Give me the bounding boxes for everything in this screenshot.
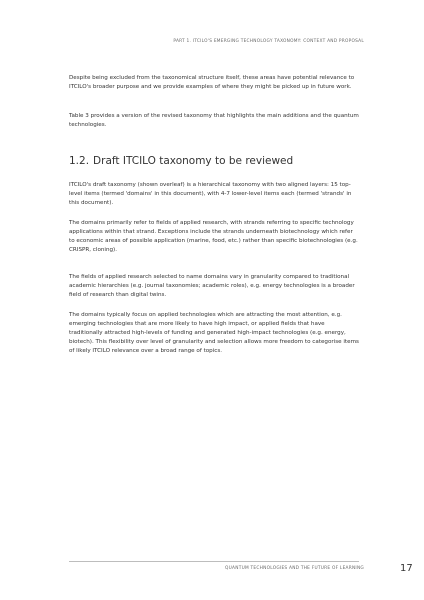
body-paragraph: ITCILO's draft taxonomy (shown overleaf) is a hierarchical taxonomy with two aligned layers: 15 top-level items (termed 'domains' in this document), with 4-7 lower-level items each (termed 'strands' in this document).: [69, 182, 352, 206]
footer-divider: [69, 561, 359, 562]
running-header: PART 1. ITCILO'S EMERGING TECHNOLOGY TAXONOMY: CONTEXT AND PROPOSAL: [173, 39, 364, 44]
footer-publication-title: QUANTUM TECHNOLOGIES AND THE FUTURE OF LEARNING: [225, 566, 364, 571]
body-paragraph: The fields of applied research selected to name domains vary in granularity compared to traditional academic hierarchies (e.g. journal taxonomies; academic roles), e.g. energy technologies is a broader field of research than digital twins.: [69, 274, 355, 298]
table-reference-paragraph: Table 3 provides a version of the revised taxonomy that highlights the main additions and the quantum technologies.: [69, 113, 359, 128]
section-title: Draft ITCILO taxonomy to be reviewed: [93, 155, 294, 167]
intro-paragraph: Despite being excluded from the taxonomical structure itself, these areas have potential relevance to ITCILO's broader purpose and we provide examples of where they might be picked up in future work.: [69, 75, 355, 90]
body-paragraph: The domains primarily refer to fields of applied research, with strands referring to specific technology applications within that strand. Exceptions include the strands underneath biotechnology which refer to economic areas of possible application (marine, food, etc.) rather than specific biotechnologies (e.g. CRISPR, cloning).: [69, 220, 358, 253]
section-heading: [69, 155, 293, 167]
section-number: 1.2.: [69, 155, 90, 167]
page-number: 17: [400, 563, 413, 574]
body-paragraph: The domains typically focus on applied technologies which are attracting the most attention, e.g. emerging technologies that are more likely to have high impact, or applied fields that have traditionally attracted high-levels of funding and generated high-impact technologies (e.g. energy, biotech). This flexibility over level of granularity and selection allows more freedom to categorise items of likely ITCILO relevance over a broad range of topics.: [69, 312, 359, 354]
